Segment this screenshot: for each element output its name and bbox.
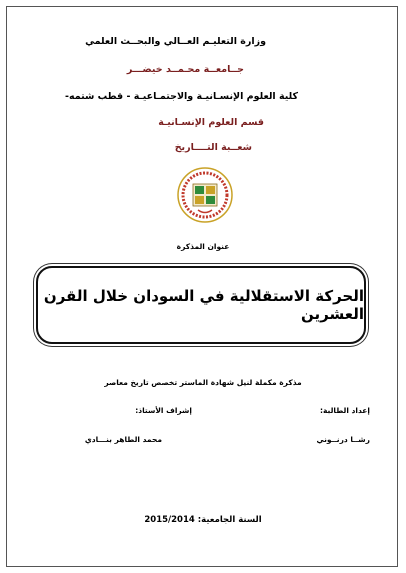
thesis-title: الحركة الاستقلالية في السودان خلال القرن العشرين (43, 287, 364, 323)
title-frame (36, 266, 366, 344)
ministry-line: وزارة التعليـم العــالي والبحــث العلمي (85, 36, 266, 47)
student-name: رشــا درنــوني (316, 435, 370, 444)
department-line: قسم العلوم الإنسـانيـة (158, 117, 264, 128)
memo-description: مذكرة مكملة لنيل شهادة الماستر تخصص تاريخ معاصر (104, 378, 302, 387)
university-emblem-icon (176, 166, 234, 224)
faculty-line: كلية العلوم الإنسـانيـة والاجتمـاعيـة - قطب شتمه- (65, 91, 298, 102)
prepared-by-label: إعداد الطالبة: (320, 406, 370, 415)
branch-line: شعــبة التــــاريخ (174, 142, 252, 153)
academic-year-label: السنة الجامعية: (197, 515, 262, 525)
thesis-title-label: عنوان المذكرة (176, 242, 230, 251)
supervisor-name: محمد الطاهر بنـــادي (84, 435, 162, 444)
university-line: جــامعــة محـمــد خيضـــر (126, 64, 244, 75)
supervised-by-label: إشراف الأستاذ: (135, 406, 192, 415)
academic-year-value: 2015/2014 (144, 515, 195, 525)
academic-year (0, 515, 406, 525)
